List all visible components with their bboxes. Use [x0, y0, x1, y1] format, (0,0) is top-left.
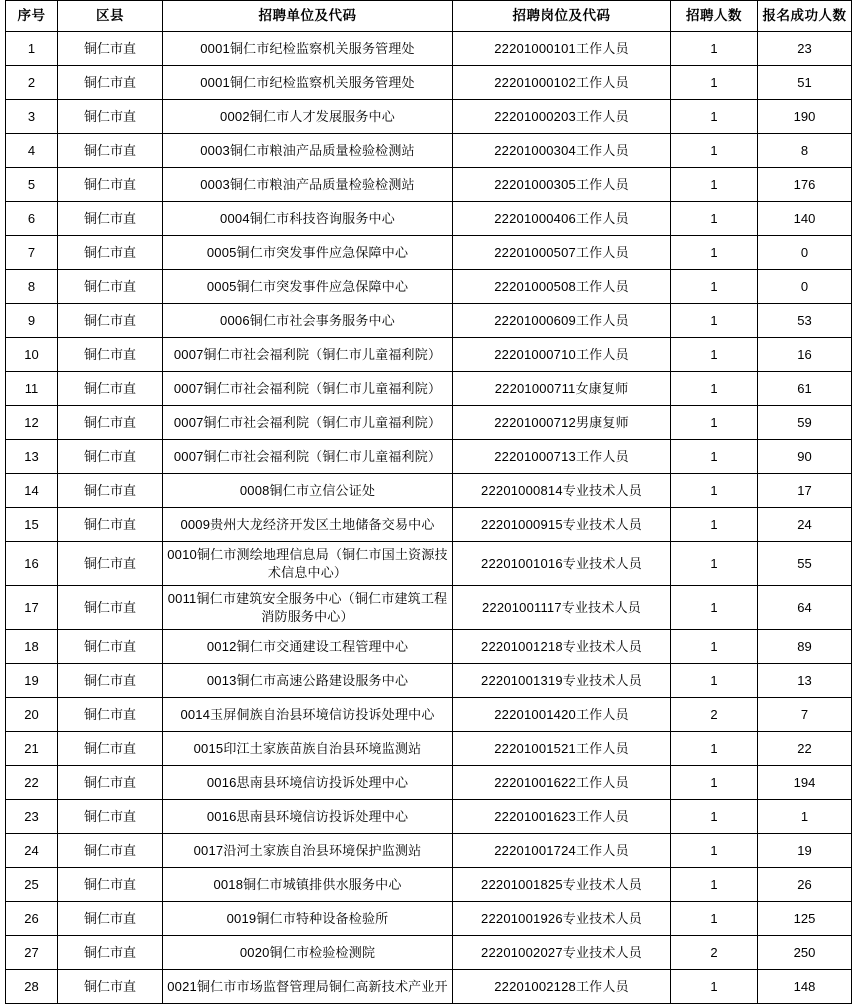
cell-seq: 26 — [6, 902, 58, 936]
cell-unit: 0007铜仁市社会福利院（铜仁市儿童福利院） — [163, 372, 453, 406]
table-row — [6, 406, 852, 440]
cell-num: 1 — [671, 508, 758, 542]
cell-num: 1 — [671, 834, 758, 868]
cell-num: 1 — [671, 630, 758, 664]
cell-num: 1 — [671, 202, 758, 236]
cell-post: 22201001825专业技术人员 — [453, 868, 671, 902]
table-row — [6, 936, 852, 970]
cell-unit: 0004铜仁市科技咨询服务中心 — [163, 202, 453, 236]
cell-signup: 13 — [758, 664, 852, 698]
cell-district: 铜仁市直 — [58, 542, 163, 586]
table-row — [6, 970, 852, 1004]
cell-district: 铜仁市直 — [58, 406, 163, 440]
table-row — [6, 834, 852, 868]
cell-unit: 0016思南县环境信访投诉处理中心 — [163, 766, 453, 800]
cell-district: 铜仁市直 — [58, 372, 163, 406]
cell-num: 1 — [671, 868, 758, 902]
cell-unit: 0014玉屏侗族自治县环境信访投诉处理中心 — [163, 698, 453, 732]
cell-num: 1 — [671, 902, 758, 936]
cell-district: 铜仁市直 — [58, 732, 163, 766]
cell-post: 22201001117专业技术人员 — [453, 586, 671, 630]
cell-seq: 9 — [6, 304, 58, 338]
cell-num: 1 — [671, 766, 758, 800]
table-row — [6, 270, 852, 304]
cell-post: 22201000915专业技术人员 — [453, 508, 671, 542]
cell-num: 1 — [671, 236, 758, 270]
table-row — [6, 766, 852, 800]
cell-seq: 21 — [6, 732, 58, 766]
cell-unit: 0002铜仁市人才发展服务中心 — [163, 100, 453, 134]
cell-district: 铜仁市直 — [58, 100, 163, 134]
cell-signup: 23 — [758, 32, 852, 66]
table-row — [6, 32, 852, 66]
cell-post: 22201001926专业技术人员 — [453, 902, 671, 936]
cell-seq: 18 — [6, 630, 58, 664]
cell-unit: 0017沿河土家族自治县环境保护监测站 — [163, 834, 453, 868]
cell-seq: 25 — [6, 868, 58, 902]
column-header-seq: 序号 — [6, 1, 58, 32]
cell-seq: 28 — [6, 970, 58, 1004]
column-header-unit: 招聘单位及代码 — [163, 1, 453, 32]
cell-signup: 19 — [758, 834, 852, 868]
cell-signup: 250 — [758, 936, 852, 970]
cell-district: 铜仁市直 — [58, 834, 163, 868]
table-row — [6, 732, 852, 766]
cell-post: 22201000304工作人员 — [453, 134, 671, 168]
cell-num: 1 — [671, 372, 758, 406]
cell-district: 铜仁市直 — [58, 474, 163, 508]
cell-num: 1 — [671, 134, 758, 168]
cell-signup: 64 — [758, 586, 852, 630]
table-row — [6, 440, 852, 474]
table-row — [6, 868, 852, 902]
cell-signup: 26 — [758, 868, 852, 902]
cell-post: 22201000507工作人员 — [453, 236, 671, 270]
cell-district: 铜仁市直 — [58, 970, 163, 1004]
cell-seq: 24 — [6, 834, 58, 868]
table-row — [6, 508, 852, 542]
cell-signup: 22 — [758, 732, 852, 766]
cell-signup: 59 — [758, 406, 852, 440]
cell-district: 铜仁市直 — [58, 32, 163, 66]
table-row — [6, 236, 852, 270]
cell-seq: 17 — [6, 586, 58, 630]
cell-post: 22201000101工作人员 — [453, 32, 671, 66]
table-row — [6, 100, 852, 134]
cell-num: 1 — [671, 66, 758, 100]
table-row — [6, 304, 852, 338]
cell-post: 22201001016专业技术人员 — [453, 542, 671, 586]
cell-signup: 7 — [758, 698, 852, 732]
cell-post: 22201001420工作人员 — [453, 698, 671, 732]
cell-seq: 12 — [6, 406, 58, 440]
cell-post: 22201002128工作人员 — [453, 970, 671, 1004]
cell-num: 1 — [671, 32, 758, 66]
cell-post: 22201000814专业技术人员 — [453, 474, 671, 508]
cell-signup: 0 — [758, 236, 852, 270]
table-row — [6, 202, 852, 236]
table-row — [6, 66, 852, 100]
cell-post: 22201000711女康复师 — [453, 372, 671, 406]
cell-seq: 6 — [6, 202, 58, 236]
cell-num: 1 — [671, 338, 758, 372]
cell-district: 铜仁市直 — [58, 168, 163, 202]
cell-num: 2 — [671, 698, 758, 732]
table-row — [6, 168, 852, 202]
table-row — [6, 134, 852, 168]
cell-post: 22201002027专业技术人员 — [453, 936, 671, 970]
cell-district: 铜仁市直 — [58, 902, 163, 936]
cell-num: 1 — [671, 406, 758, 440]
cell-signup: 53 — [758, 304, 852, 338]
table-row — [6, 630, 852, 664]
table-row — [6, 902, 852, 936]
cell-seq: 11 — [6, 372, 58, 406]
cell-unit: 0021铜仁市市场监督管理局铜仁高新技术产业开 — [163, 970, 453, 1004]
table-row — [6, 338, 852, 372]
cell-unit: 0007铜仁市社会福利院（铜仁市儿童福利院） — [163, 440, 453, 474]
cell-seq: 23 — [6, 800, 58, 834]
cell-signup: 148 — [758, 970, 852, 1004]
cell-signup: 61 — [758, 372, 852, 406]
cell-seq: 13 — [6, 440, 58, 474]
cell-signup: 176 — [758, 168, 852, 202]
cell-num: 1 — [671, 440, 758, 474]
table-row — [6, 586, 852, 630]
cell-signup: 0 — [758, 270, 852, 304]
cell-post: 22201000508工作人员 — [453, 270, 671, 304]
cell-num: 1 — [671, 732, 758, 766]
cell-signup: 1 — [758, 800, 852, 834]
cell-post: 22201001319专业技术人员 — [453, 664, 671, 698]
cell-unit: 0011铜仁市建筑安全服务中心（铜仁市建筑工程消防服务中心） — [163, 586, 453, 630]
cell-unit: 0019铜仁市特种设备检验所 — [163, 902, 453, 936]
cell-district: 铜仁市直 — [58, 586, 163, 630]
cell-post: 22201000102工作人员 — [453, 66, 671, 100]
cell-post: 22201000203工作人员 — [453, 100, 671, 134]
cell-seq: 5 — [6, 168, 58, 202]
cell-post: 22201000406工作人员 — [453, 202, 671, 236]
cell-unit: 0013铜仁市高速公路建设服务中心 — [163, 664, 453, 698]
cell-seq: 15 — [6, 508, 58, 542]
cell-seq: 27 — [6, 936, 58, 970]
cell-district: 铜仁市直 — [58, 664, 163, 698]
cell-unit: 0003铜仁市粮油产品质量检验检测站 — [163, 134, 453, 168]
cell-num: 1 — [671, 664, 758, 698]
cell-post: 22201000712男康复师 — [453, 406, 671, 440]
cell-unit: 0010铜仁市测绘地理信息局（铜仁市国土资源技术信息中心） — [163, 542, 453, 586]
cell-seq: 8 — [6, 270, 58, 304]
cell-num: 1 — [671, 970, 758, 1004]
cell-seq: 10 — [6, 338, 58, 372]
cell-unit: 0009贵州大龙经济开发区土地储备交易中心 — [163, 508, 453, 542]
cell-signup: 16 — [758, 338, 852, 372]
table-header-row — [6, 1, 852, 32]
cell-seq: 2 — [6, 66, 58, 100]
cell-unit: 0016思南县环境信访投诉处理中心 — [163, 800, 453, 834]
cell-signup: 8 — [758, 134, 852, 168]
cell-unit: 0015印江土家族苗族自治县环境监测站 — [163, 732, 453, 766]
cell-post: 22201001218专业技术人员 — [453, 630, 671, 664]
cell-unit: 0018铜仁市城镇排供水服务中心 — [163, 868, 453, 902]
cell-post: 22201001622工作人员 — [453, 766, 671, 800]
cell-district: 铜仁市直 — [58, 630, 163, 664]
cell-district: 铜仁市直 — [58, 868, 163, 902]
cell-signup: 89 — [758, 630, 852, 664]
cell-district: 铜仁市直 — [58, 508, 163, 542]
cell-district: 铜仁市直 — [58, 936, 163, 970]
cell-unit: 0020铜仁市检验检测院 — [163, 936, 453, 970]
cell-post: 22201001724工作人员 — [453, 834, 671, 868]
cell-post: 22201000713工作人员 — [453, 440, 671, 474]
cell-unit: 0005铜仁市突发事件应急保障中心 — [163, 236, 453, 270]
cell-signup: 140 — [758, 202, 852, 236]
table-row — [6, 698, 852, 732]
column-header-signup: 报名成功人数 — [758, 1, 852, 32]
cell-seq: 3 — [6, 100, 58, 134]
cell-district: 铜仁市直 — [58, 304, 163, 338]
cell-num: 2 — [671, 936, 758, 970]
cell-post: 22201000710工作人员 — [453, 338, 671, 372]
table-row — [6, 800, 852, 834]
column-header-district: 区县 — [58, 1, 163, 32]
cell-seq: 14 — [6, 474, 58, 508]
cell-seq: 22 — [6, 766, 58, 800]
table-body — [6, 32, 852, 1004]
cell-num: 1 — [671, 542, 758, 586]
cell-num: 1 — [671, 100, 758, 134]
cell-district: 铜仁市直 — [58, 134, 163, 168]
table-row — [6, 372, 852, 406]
cell-num: 1 — [671, 474, 758, 508]
cell-signup: 194 — [758, 766, 852, 800]
cell-seq: 20 — [6, 698, 58, 732]
column-header-num: 招聘人数 — [671, 1, 758, 32]
cell-signup: 51 — [758, 66, 852, 100]
recruitment-table — [5, 0, 852, 1004]
cell-unit: 0007铜仁市社会福利院（铜仁市儿童福利院） — [163, 338, 453, 372]
cell-unit: 0006铜仁市社会事务服务中心 — [163, 304, 453, 338]
cell-unit: 0008铜仁市立信公证处 — [163, 474, 453, 508]
cell-signup: 190 — [758, 100, 852, 134]
cell-unit: 0001铜仁市纪检监察机关服务管理处 — [163, 66, 453, 100]
cell-unit: 0001铜仁市纪检监察机关服务管理处 — [163, 32, 453, 66]
cell-signup: 55 — [758, 542, 852, 586]
cell-district: 铜仁市直 — [58, 236, 163, 270]
cell-unit: 0012铜仁市交通建设工程管理中心 — [163, 630, 453, 664]
cell-signup: 90 — [758, 440, 852, 474]
cell-num: 1 — [671, 168, 758, 202]
cell-post: 22201001521工作人员 — [453, 732, 671, 766]
table-row — [6, 474, 852, 508]
cell-district: 铜仁市直 — [58, 440, 163, 474]
cell-unit: 0007铜仁市社会福利院（铜仁市儿童福利院） — [163, 406, 453, 440]
cell-signup: 125 — [758, 902, 852, 936]
cell-seq: 1 — [6, 32, 58, 66]
cell-num: 1 — [671, 304, 758, 338]
cell-seq: 16 — [6, 542, 58, 586]
cell-post: 22201000609工作人员 — [453, 304, 671, 338]
cell-district: 铜仁市直 — [58, 698, 163, 732]
column-header-post: 招聘岗位及代码 — [453, 1, 671, 32]
cell-post: 22201001623工作人员 — [453, 800, 671, 834]
cell-district: 铜仁市直 — [58, 270, 163, 304]
cell-unit: 0003铜仁市粮油产品质量检验检测站 — [163, 168, 453, 202]
cell-num: 1 — [671, 800, 758, 834]
cell-num: 1 — [671, 586, 758, 630]
table-row — [6, 542, 852, 586]
cell-seq: 4 — [6, 134, 58, 168]
cell-district: 铜仁市直 — [58, 338, 163, 372]
cell-seq: 19 — [6, 664, 58, 698]
cell-signup: 17 — [758, 474, 852, 508]
cell-seq: 7 — [6, 236, 58, 270]
cell-district: 铜仁市直 — [58, 66, 163, 100]
table-row — [6, 664, 852, 698]
cell-district: 铜仁市直 — [58, 202, 163, 236]
cell-signup: 24 — [758, 508, 852, 542]
cell-post: 22201000305工作人员 — [453, 168, 671, 202]
cell-district: 铜仁市直 — [58, 800, 163, 834]
cell-district: 铜仁市直 — [58, 766, 163, 800]
cell-num: 1 — [671, 270, 758, 304]
cell-unit: 0005铜仁市突发事件应急保障中心 — [163, 270, 453, 304]
